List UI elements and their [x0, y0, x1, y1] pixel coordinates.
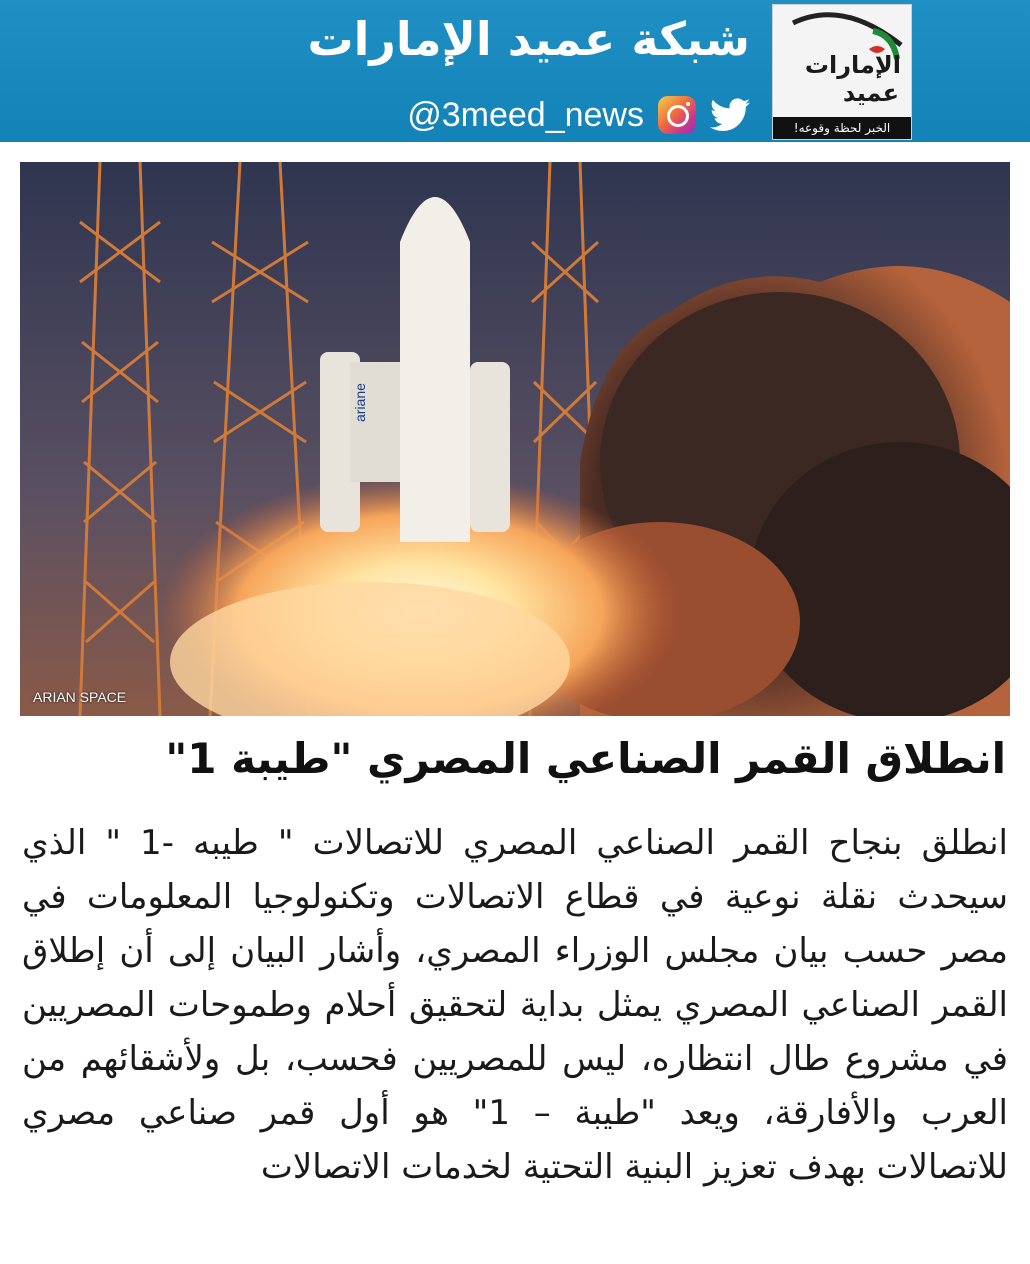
- logo-line2: عميد: [842, 79, 899, 107]
- svg-text:ariane: ariane: [352, 383, 368, 422]
- site-name: شبكة عميد الإمارات: [307, 12, 750, 66]
- site-header: [0, 0, 1030, 142]
- twitter-icon[interactable]: [710, 98, 750, 132]
- logo-line1: الإمارات: [804, 51, 901, 79]
- social-row: [407, 92, 750, 138]
- logo-tagline: الخبر لحظة وقوعه!: [773, 117, 911, 139]
- rocket-launch-image: [20, 162, 1010, 716]
- social-handle[interactable]: @3meed_news: [407, 95, 644, 134]
- photo-credit: ARIAN SPACE: [33, 689, 127, 705]
- site-logo[interactable]: [772, 4, 912, 140]
- article-headline: انطلاق القمر الصناعي المصري "طيبة 1": [165, 734, 1006, 783]
- instagram-icon[interactable]: [658, 96, 696, 134]
- article-body: انطلق بنجاح القمر الصناعي المصري للاتصالات " طيبه -1 " الذي سيحدث نقلة نوعية في قطاع الاتصالات وتكنولوجيا المعلومات في مصر حسب بيان مجلس الوزراء المصري، وأشار البيان إلى أن إطلاق القمر الصناعي المصري يمثل بداية لتحقيق أحلام وطموحات المصريين في مشروع طال انتظاره، ليس للمصريين فحسب، بل ولأشقائهم من العرب والأفارقة، ويعد "طيبة – 1" هو أول قمر صناعي مصري للاتصالات بهدف تعزيز البنية التحتية لخدمات الاتصالات: [22, 823, 1008, 1187]
